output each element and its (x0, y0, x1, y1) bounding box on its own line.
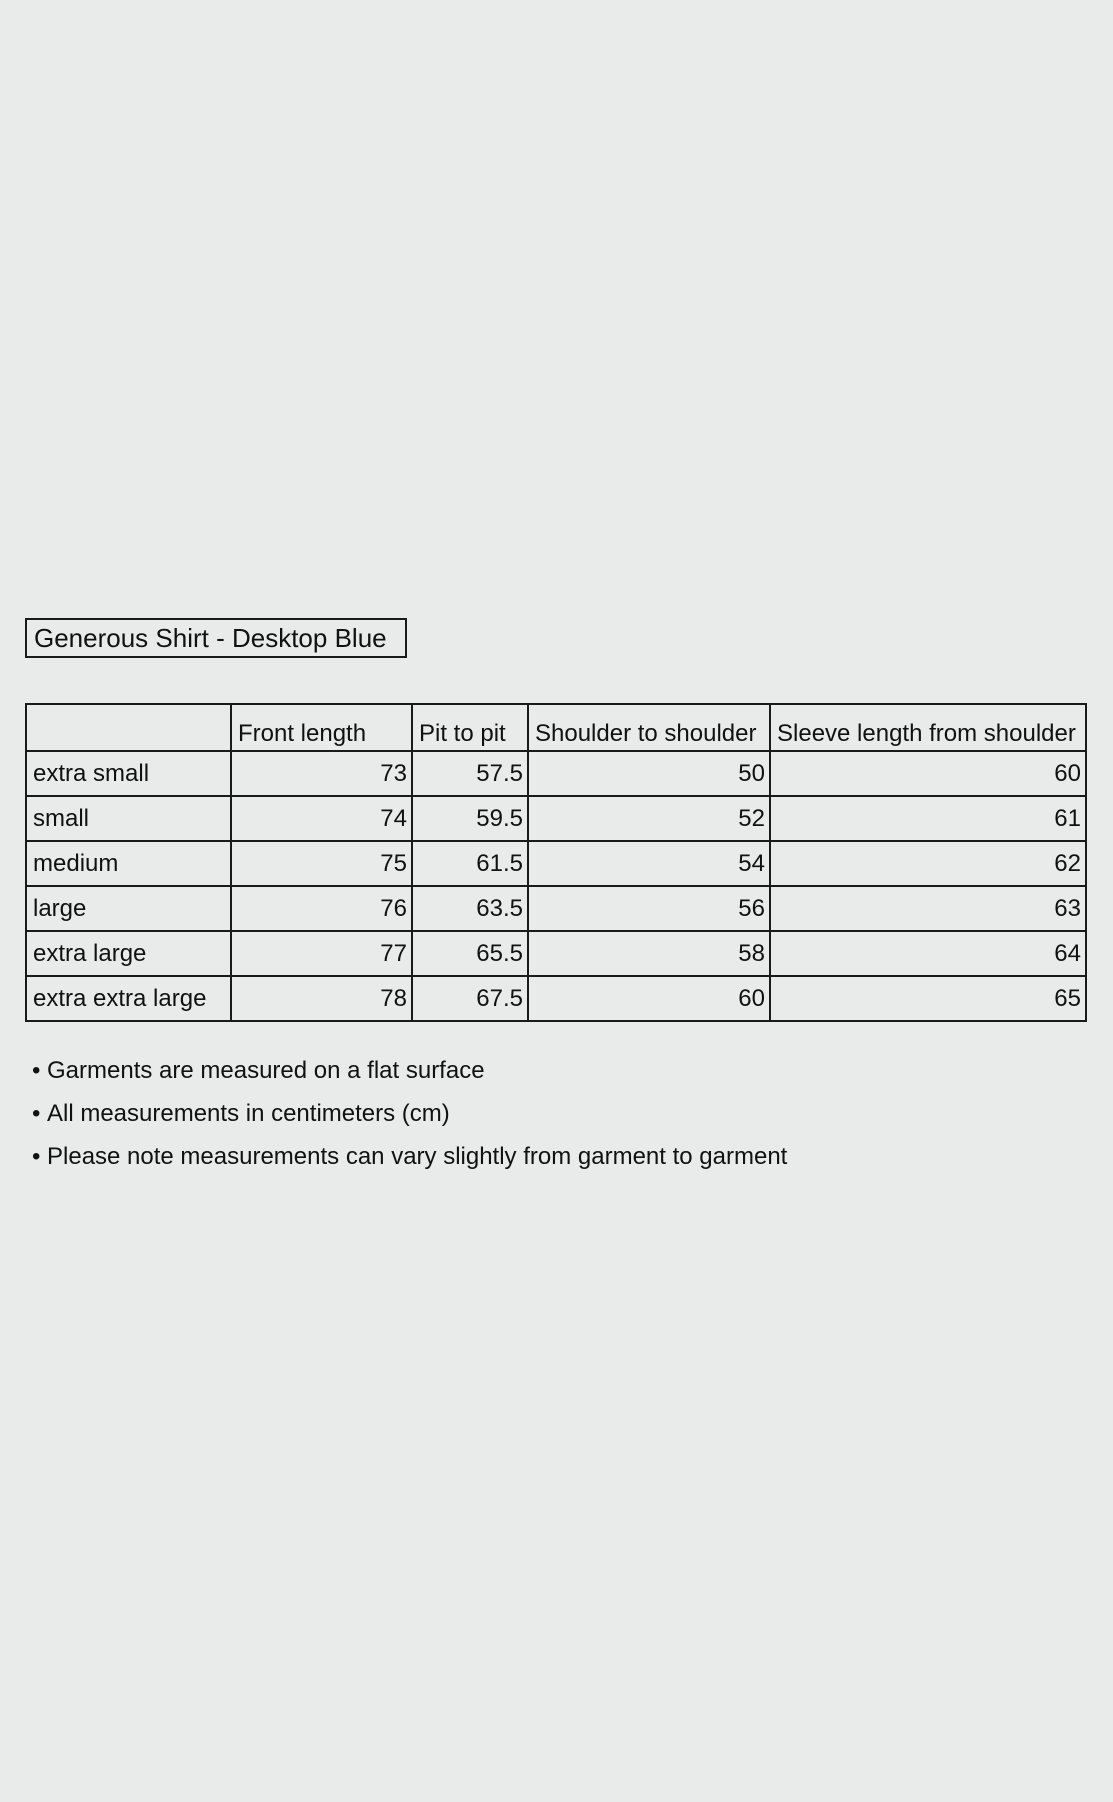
header-cell-sleeve-length: Sleeve length from shoulder (770, 704, 1086, 751)
front-length-value: 76 (231, 886, 412, 931)
front-length-value: 73 (231, 751, 412, 796)
size-label: extra small (26, 751, 231, 796)
shoulder-to-shoulder-value: 58 (528, 931, 770, 976)
size-label: extra extra large (26, 976, 231, 1021)
shoulder-to-shoulder-value: 60 (528, 976, 770, 1021)
note-item: • Garments are measured on a flat surface (32, 1055, 787, 1098)
shoulder-to-shoulder-value: 54 (528, 841, 770, 886)
header-cell-size (26, 704, 231, 751)
pit-to-pit-value: 59.5 (412, 796, 528, 841)
table-header-row (26, 704, 1086, 751)
table-row (26, 976, 1086, 1021)
shoulder-to-shoulder-value: 50 (528, 751, 770, 796)
size-label: medium (26, 841, 231, 886)
sleeve-length-value: 64 (770, 931, 1086, 976)
sleeve-length-value: 61 (770, 796, 1086, 841)
header-cell-front-length: Front length (231, 704, 412, 751)
front-length-value: 77 (231, 931, 412, 976)
table-row (26, 886, 1086, 931)
front-length-value: 75 (231, 841, 412, 886)
front-length-value: 78 (231, 976, 412, 1021)
pit-to-pit-value: 65.5 (412, 931, 528, 976)
table-row (26, 841, 1086, 886)
product-title: Generous Shirt - Desktop Blue (25, 618, 407, 658)
pit-to-pit-value: 61.5 (412, 841, 528, 886)
note-item: • Please note measurements can vary slightly from garment to garment (32, 1141, 787, 1184)
size-label: small (26, 796, 231, 841)
measurement-notes (32, 1055, 787, 1184)
header-cell-pit-to-pit: Pit to pit (412, 704, 528, 751)
sleeve-length-value: 65 (770, 976, 1086, 1021)
size-label: large (26, 886, 231, 931)
header-cell-shoulder-to-shoulder: Shoulder to shoulder (528, 704, 770, 751)
pit-to-pit-value: 57.5 (412, 751, 528, 796)
sleeve-length-value: 60 (770, 751, 1086, 796)
table-row (26, 931, 1086, 976)
sleeve-length-value: 62 (770, 841, 1086, 886)
size-table (25, 703, 1087, 1022)
note-item: • All measurements in centimeters (cm) (32, 1098, 787, 1141)
shoulder-to-shoulder-value: 52 (528, 796, 770, 841)
sleeve-length-value: 63 (770, 886, 1086, 931)
table-row (26, 796, 1086, 841)
pit-to-pit-value: 63.5 (412, 886, 528, 931)
shoulder-to-shoulder-value: 56 (528, 886, 770, 931)
size-label: extra large (26, 931, 231, 976)
pit-to-pit-value: 67.5 (412, 976, 528, 1021)
front-length-value: 74 (231, 796, 412, 841)
table-row (26, 751, 1086, 796)
